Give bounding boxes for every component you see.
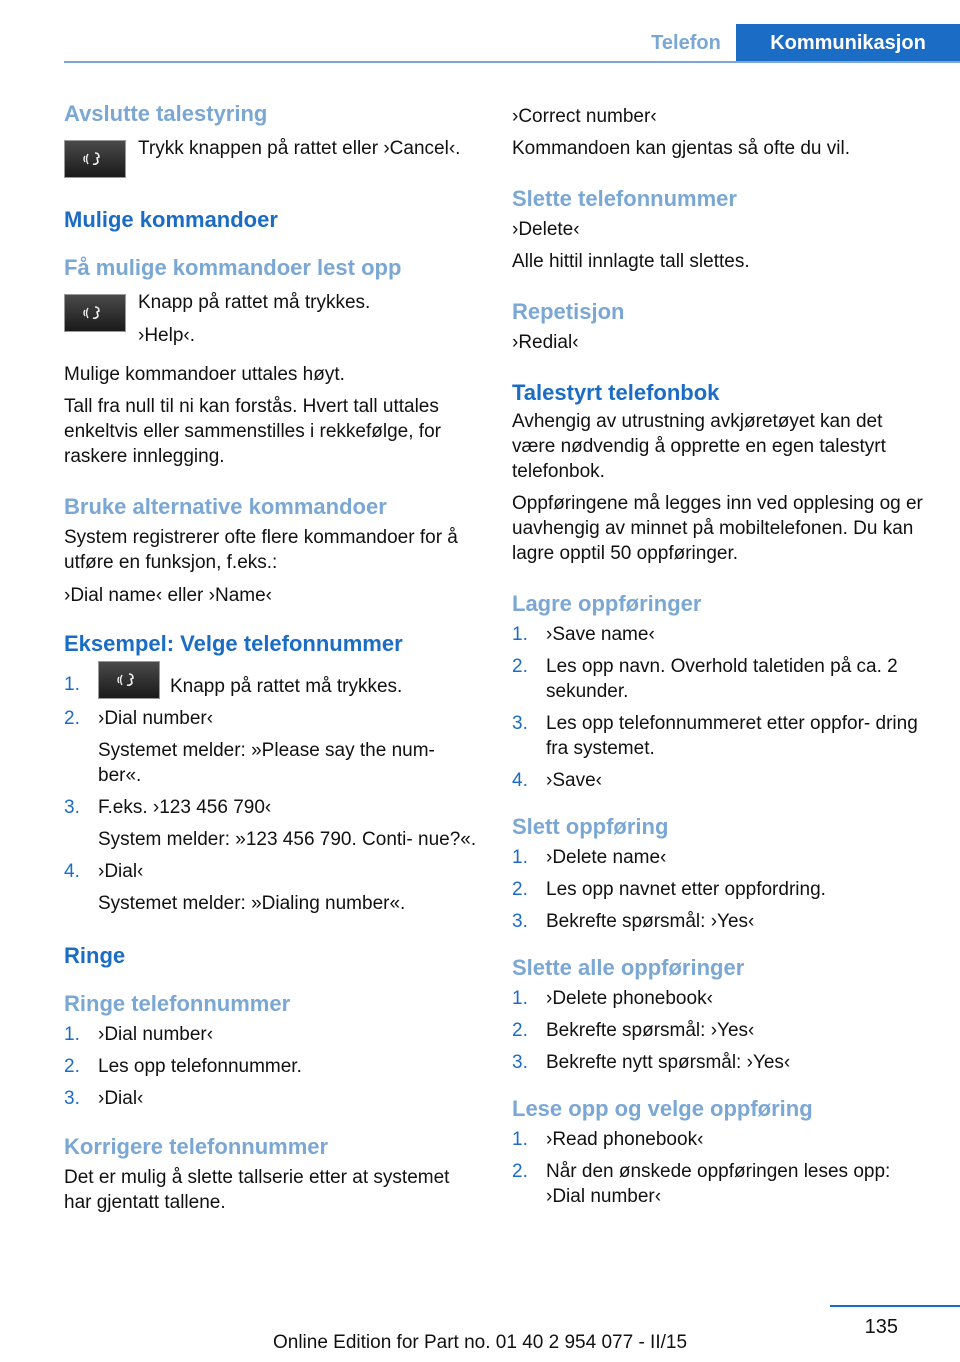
list-item: [512, 1127, 928, 1152]
step-number: 2.: [512, 879, 528, 900]
step-text: Les opp navn. Overhold taletiden på ca. 2 sekunder.: [546, 656, 898, 702]
step-text: Bekrefte spørsmål: ›Yes‹: [546, 1020, 755, 1041]
step-number: 2.: [512, 656, 528, 677]
step-text: ›Dial‹: [98, 861, 144, 882]
step-text: ›Save name‹: [546, 624, 655, 645]
footer-rule: [830, 1305, 960, 1307]
step-text: ›Dial number‹: [98, 1024, 214, 1045]
step-text: Les opp telefonnummer.: [98, 1056, 302, 1077]
heading-ringe: Ringe: [64, 943, 126, 968]
step-number: 1.: [512, 1129, 528, 1150]
avslutte-row: [64, 136, 482, 178]
voice-button-icon: [64, 294, 126, 332]
right-column: [512, 100, 928, 1216]
correct-number-text: ›Correct number‹: [512, 106, 657, 127]
eksempel-steps: [64, 672, 482, 916]
page-number: 135: [864, 1316, 898, 1338]
step-number: 1.: [512, 988, 528, 1009]
repetisjon-p1: ›Redial‹: [512, 332, 579, 353]
step-text: Bekrefte nytt spørsmål: ›Yes‹: [546, 1052, 791, 1073]
left-column: [64, 100, 482, 1215]
lese-opp-steps: [512, 1127, 928, 1209]
step-text: ›Delete phonebook‹: [546, 988, 713, 1009]
step-text: Bekrefte spørsmål: ›Yes‹: [546, 911, 755, 932]
step-number: 4.: [64, 861, 80, 882]
list-item: [512, 845, 928, 870]
lest-opp-row: [64, 290, 482, 356]
step-text: Les opp telefonnummeret etter oppfor‐ dring fra systemet.: [546, 713, 918, 759]
voice-button-icon: [98, 661, 160, 699]
telefonbok-p1: Avhengig av utrustning avkjøretøyet kan det være nødvendig å opprette en egen talestyrt telefonbok.: [512, 411, 886, 482]
avslutte-text: Trykk knappen på rattet eller ›Cancel‹.: [138, 138, 461, 159]
heading-eksempel: Eksempel: Velge telefonnummer: [64, 631, 403, 656]
step-text: ›Dial number‹: [98, 708, 214, 729]
list-item: [512, 1159, 928, 1209]
step-sub: System melder: »123 456 790. Conti‐ nue?«.: [98, 829, 477, 850]
heading-ringe-nr: Ringe telefonnummer: [64, 991, 291, 1016]
repeat-text: Kommandoen kan gjentas så ofte du vil.: [512, 138, 850, 159]
heading-alternative: Bruke alternative kommandoer: [64, 494, 387, 519]
step-text: Når den ønskede oppføringen leses opp: ›Dial number‹: [546, 1161, 891, 1207]
list-item: [512, 877, 928, 902]
list-item: [64, 1022, 482, 1047]
list-item: [64, 795, 482, 852]
step-sub: Systemet melder: »Please say the num‐ ber«.: [98, 740, 435, 786]
step-number: 1.: [512, 624, 528, 645]
step-text: Les opp navnet etter oppfordring.: [546, 879, 826, 900]
step-number: 4.: [512, 770, 528, 791]
slette-nr-p2: Alle hittil innlagte tall slettes.: [512, 251, 750, 272]
list-item: [512, 768, 928, 793]
heading-lagre: Lagre oppføringer: [512, 591, 702, 616]
list-item: [512, 622, 928, 647]
list-item: [64, 1086, 482, 1111]
step-number: 2.: [512, 1161, 528, 1182]
list-item: [512, 909, 928, 934]
step-number: 2.: [64, 1056, 80, 1077]
list-item: [512, 711, 928, 761]
lest-opp-icon-text1: Knapp på rattet må trykkes.: [138, 292, 371, 313]
list-item: [64, 859, 482, 916]
step-number: 3.: [512, 911, 528, 932]
header-rule: [64, 61, 960, 63]
heading-repetisjon: Repetisjon: [512, 299, 625, 324]
step-text: ›Dial‹: [98, 1088, 144, 1109]
lest-opp-p1: Mulige kommandoer uttales høyt.: [64, 364, 345, 385]
lest-opp-icon-text2: ›Help‹.: [138, 325, 196, 346]
alternative-p1: System registrerer ofte flere kommandoer for å utføre en funksjon, f.eks.:: [64, 527, 458, 573]
list-item: [512, 1018, 928, 1043]
heading-mulige: Mulige kommandoer: [64, 207, 278, 232]
alternative-p2: ›Dial name‹ eller ›Name‹: [64, 585, 272, 606]
header-tabs: [636, 24, 960, 62]
heading-slett: Slett oppføring: [512, 814, 669, 839]
step-number: 3.: [64, 1088, 80, 1109]
step-text: ›Save‹: [546, 770, 602, 791]
slett-steps: [512, 845, 928, 934]
telefonbok-p2: Oppføringene må legges inn ved opplesing og er uavhengig av minnet på mobiltelefonen. Du kan lagre opptil 50 oppføringer.: [512, 493, 923, 564]
slette-nr-p1: ›Delete‹: [512, 219, 580, 240]
step-number: 1.: [512, 847, 528, 868]
heading-lese-opp: Lese opp og velge oppføring: [512, 1096, 813, 1121]
ringe-steps: [64, 1022, 482, 1111]
list-item: [64, 706, 482, 788]
heading-telefonbok: Talestyrt telefonbok: [512, 380, 720, 405]
lagre-steps: [512, 622, 928, 793]
heading-slette-nr: Slette telefonnummer: [512, 186, 737, 211]
step-sub: Systemet melder: »Dialing number«.: [98, 893, 406, 914]
step-number: 1.: [64, 1024, 80, 1045]
step-number: 2.: [64, 708, 80, 729]
list-item: [512, 654, 928, 704]
step-number: 3.: [512, 713, 528, 734]
list-item: [64, 672, 482, 699]
list-item: [512, 986, 928, 1011]
lest-opp-p2: Tall fra null til ni kan forstås. Hvert tall uttales enkeltvis eller sammenstilles i rekkefølge, for raskere innlegging.: [64, 396, 441, 467]
step-number: 1.: [64, 674, 80, 695]
heading-korrigere: Korrigere telefonnummer: [64, 1134, 329, 1159]
heading-lest-opp: Få mulige kommandoer lest opp: [64, 255, 402, 280]
step-number: 2.: [512, 1020, 528, 1041]
tab-kommunikasjon[interactable]: Kommunikasjon: [736, 24, 960, 62]
step-text: F.eks. ›123 456 790‹: [98, 797, 272, 818]
slette-alle-steps: [512, 986, 928, 1075]
edition-footer: Online Edition for Part no. 01 40 2 954 077 - II/15: [272, 1332, 688, 1353]
heading-avslutte: Avslutte talestyring: [64, 101, 268, 126]
step-number: 3.: [64, 797, 80, 818]
korrigere-p1: Det er mulig å slette tallserie etter at systemet har gjentatt tallene.: [64, 1167, 450, 1213]
voice-button-icon: [64, 140, 126, 178]
list-item: [64, 1054, 482, 1079]
list-item: [512, 1050, 928, 1075]
step-text: Knapp på rattet må trykkes.: [170, 676, 403, 697]
step-text: ›Delete name‹: [546, 847, 667, 868]
step-number: 3.: [512, 1052, 528, 1073]
heading-slette-alle: Slette alle oppføringer: [512, 955, 745, 980]
step-text: ›Read phonebook‹: [546, 1129, 704, 1150]
tab-telefon[interactable]: Telefon: [651, 32, 721, 54]
